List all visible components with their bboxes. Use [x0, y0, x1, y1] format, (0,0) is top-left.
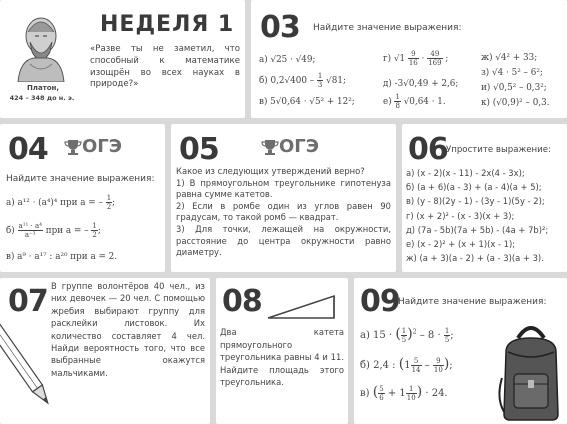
task-06-card	[402, 124, 567, 272]
task-03-b-fraction: $\frac{1}{3}$	[317, 72, 323, 89]
task-09-c: в) ( $\frac{5}{6}$ + 1 $\frac{1}{10}$ ) · 24.	[360, 384, 448, 402]
task-08-number: 08	[222, 284, 262, 319]
right-triangle-diagram	[264, 292, 344, 322]
author-name: Платон,	[26, 84, 60, 92]
task-04-b: б) $\frac{\text{a¹¹ · a⁴}}{\text{a⁻³}}$ при a = – $\frac{1}{2}$ ;	[6, 222, 101, 239]
week-quote: «Разве ты не заметил, что способный к математике изощрён во всех науках в природе?»	[90, 44, 240, 90]
backpack-image	[498, 318, 564, 422]
task-06-item: а) (x - 2)(x - 11) - 2x(4 - 3x);	[406, 168, 525, 178]
task-09-card	[354, 278, 567, 424]
plato-bust-image	[10, 12, 72, 82]
task-07-card	[0, 278, 210, 424]
task-04-oge-badge: ОГЭ	[82, 136, 122, 157]
task-03-b: б) 0,2√400 – $\frac{1}{3}$ √81;	[259, 72, 346, 89]
task-03-i: и) √0,5² – 0,3²;	[481, 83, 547, 93]
task-03-a: а) √25 · √49;	[259, 55, 316, 65]
task-06-prompt: Упростите выражение:	[446, 145, 551, 155]
task-08-card	[216, 278, 348, 424]
task-05-number: 05	[179, 132, 219, 167]
pencil-image	[0, 322, 52, 422]
task-06-item: г) (x + 2)² - (x - 3)(x + 3);	[406, 210, 515, 221]
task-07-number: 07	[8, 284, 48, 319]
task-04-c: в) a⁹ · a¹⁷ : a²⁰ при a = 2.	[6, 252, 118, 262]
week-title: НЕДЕЛЯ 1	[100, 12, 235, 37]
task-04-card	[0, 124, 165, 272]
task-09-prompt: Найдите значение выражения:	[398, 297, 547, 307]
task-06-number: 06	[408, 132, 448, 167]
task-05-text: Какое из следующих утверждений верно? 1) В прямоугольном треугольнике гипотенуза равна сумме катетов. 2) Если в ромбе один из углов равен 90 градусам, то такой ромб — квадрат. 3) Для точки, лежащей на окружности, расстояние до центра окружности равно диаметру.	[176, 166, 391, 258]
task-04-number: 04	[8, 132, 48, 167]
task-06-item: ж) (a + 3)(a - 2) + (a - 3)(a + 3).	[406, 253, 544, 264]
task-03-zh: ж) √4² + 33;	[481, 53, 538, 63]
task-09-b: б) 2,4 : (1 $\frac{5}{14}$ – $\frac{9}{10}$ );	[360, 356, 453, 374]
task-03-g: г) √1 $\frac{9}{16}$ · $\frac{49}{169}$ ;	[383, 50, 449, 67]
task-06-item: д) (7a - 5b)(7a + 5b) - (4a + 7b)²;	[406, 224, 549, 235]
task-03-d: д) -3√0,49 + 2,6;	[383, 79, 459, 89]
trophy-icon	[261, 138, 279, 156]
task-04-prompt: Найдите значение выражения:	[6, 174, 155, 184]
task-03-z: з) √4 · 5² – 6²;	[481, 68, 543, 78]
trophy-icon	[64, 138, 82, 156]
task-03-c: в) 5√0,64 · √5² + 12²;	[259, 97, 355, 107]
author-years: 424 – 348 до н. э.	[9, 94, 75, 102]
task-03-e: е) $\frac{1}{8}$ √0,64 · 1.	[383, 93, 446, 110]
task-09-number: 09	[360, 284, 400, 319]
task-06-item: е) (x - 2)² + (x + 1)(x - 1);	[406, 239, 516, 249]
task-05-card	[171, 124, 396, 272]
task-09-a: а) 15 · ( $\frac{1}{5}$ )$^2$ – 8 · $\frac{1}{5}$ ;	[360, 326, 454, 344]
task-03-prompt: Найдите значение выражения:	[313, 23, 462, 33]
task-07-text: В группе волонтёров 40 чел., из них девочек — 20 чел. С помощью жребия выбирают группу для расклейки листовок. Их количество составляет 4 чел. Найди вероятность того, что все выбранные окажутся мальчиками.	[51, 281, 205, 378]
task-08-text: Два катета прямоугольного треугольника равны 4 и 11. Найдите площадь этого треугольника.	[220, 327, 344, 388]
task-05-oge-badge: ОГЭ	[279, 136, 319, 157]
task-03-number: 03	[260, 10, 300, 45]
task-03-card	[251, 0, 567, 118]
week-card	[0, 0, 245, 118]
task-03-k: к) (√0,9)² – 0,3.	[481, 98, 550, 108]
task-04-a: а) a¹² · (a⁴)⁴ при a = – $\frac{1}{2}$ ;	[6, 194, 116, 211]
task-06-item: в) (y - 8)(2y - 1) - (3y - 1)(5y - 2);	[406, 196, 545, 207]
task-06-item: б) (a + 6)(a - 3) + (a - 4)(a + 5);	[406, 182, 542, 193]
